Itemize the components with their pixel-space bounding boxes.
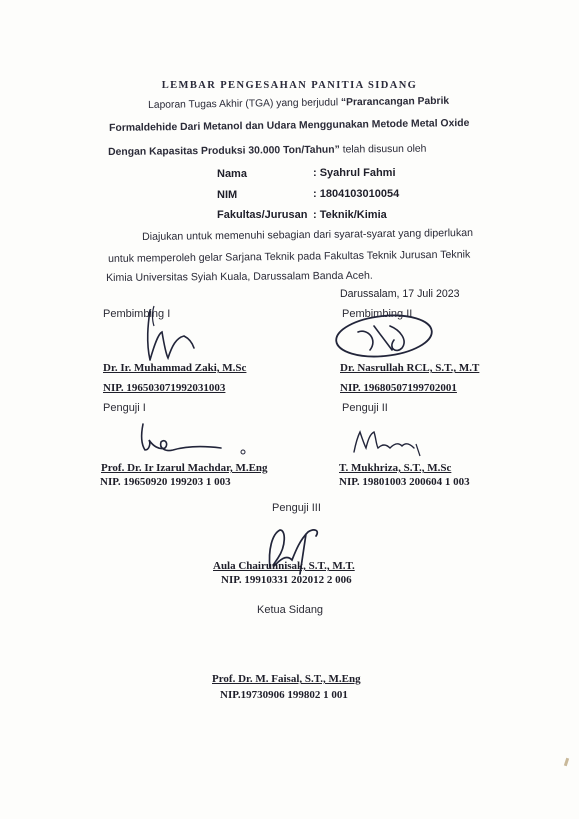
- penguji-2-nip: NIP. 19801003 200604 1 003: [339, 476, 470, 488]
- ketua-sidang-nip: NIP.19730906 199802 1 001: [220, 689, 348, 701]
- penguji-1-signature: [135, 420, 250, 458]
- nama-label: Nama: [217, 168, 247, 180]
- pembimbing-2-signature: [330, 310, 440, 362]
- place-date: Darussalam, 17 Juli 2023: [340, 288, 460, 300]
- penguji-1-name: Prof. Dr. Ir Izarul Machdar, M.Eng: [101, 462, 268, 474]
- ketua-sidang-role: Ketua Sidang: [257, 604, 324, 616]
- intro-line-2-title: Formaldehide Dari Metanol dan Udara Menggunakan Metode Metal Oxide: [109, 117, 470, 134]
- intro-line-3-text: telah disusun oleh: [339, 143, 427, 156]
- intro-line-1: [148, 95, 449, 111]
- fakultas-value: : Teknik/Kimia: [313, 209, 387, 221]
- penguji-2-role: Penguji II: [342, 402, 388, 414]
- ketua-sidang-name: Prof. Dr. M. Faisal, S.T., M.Eng: [212, 673, 361, 685]
- intro-line-1-title: “Prarancangan Pabrik: [340, 95, 450, 109]
- fakultas-label: Fakultas/Jurusan: [217, 209, 308, 221]
- nim-label: NIM: [217, 189, 238, 201]
- penguji-2-name: T. Mukhriza, S.T., M.Sc: [339, 462, 452, 474]
- nim-value: : 1804103010054: [313, 188, 400, 200]
- document-title: LEMBAR PENGESAHAN PANITIA SIDANG: [161, 80, 418, 91]
- nama-value: : Syahrul Fahmi: [313, 167, 396, 179]
- pembimbing-1-signature: [128, 302, 198, 364]
- scan-artifact: [564, 758, 569, 767]
- penguji-3-role: Penguji III: [272, 502, 321, 514]
- intro-line-3: [108, 143, 426, 158]
- pembimbing-2-role: Pembimbing II: [342, 308, 413, 320]
- penguji-2-signature: [350, 426, 430, 458]
- penguji-3-nip: NIP. 19910331 202012 2 006: [221, 574, 352, 586]
- penguji-1-role: Penguji I: [103, 402, 146, 414]
- penguji-3-name: Aula Chairunnisak, S.T., M.T.: [213, 560, 355, 572]
- intro-line-3-title: Dengan Kapasitas Produksi 30.000 Ton/Tahun”: [108, 144, 340, 158]
- intro-line-2: [109, 117, 469, 134]
- purpose-line-3: Kimia Universitas Syiah Kuala, Darussalam Banda Aceh.: [106, 269, 373, 284]
- purpose-line-1: Diajukan untuk memenuhi sebagian dari syarat-syarat yang diperlukan: [142, 226, 474, 243]
- intro-line-1-text: Laporan Tugas Akhir (TGA) yang berjudul: [148, 97, 342, 111]
- pembimbing-1-nip: NIP. 196503071992031003: [103, 382, 226, 394]
- purpose-line-2: untuk memperoleh gelar Sarjana Teknik pada Fakultas Teknik Jurusan Teknik: [108, 248, 471, 265]
- pembimbing-2-nip: NIP. 19680507199702001: [340, 382, 457, 394]
- pembimbing-1-name: Dr. Ir. Muhammad Zaki, M.Sc: [103, 362, 247, 374]
- penguji-1-nip: NIP. 19650920 199203 1 003: [100, 476, 231, 488]
- pembimbing-1-role: Pembimbing I: [103, 308, 171, 320]
- pembimbing-2-name: Dr. Nasrullah RCL, S.T., M.T: [340, 362, 480, 374]
